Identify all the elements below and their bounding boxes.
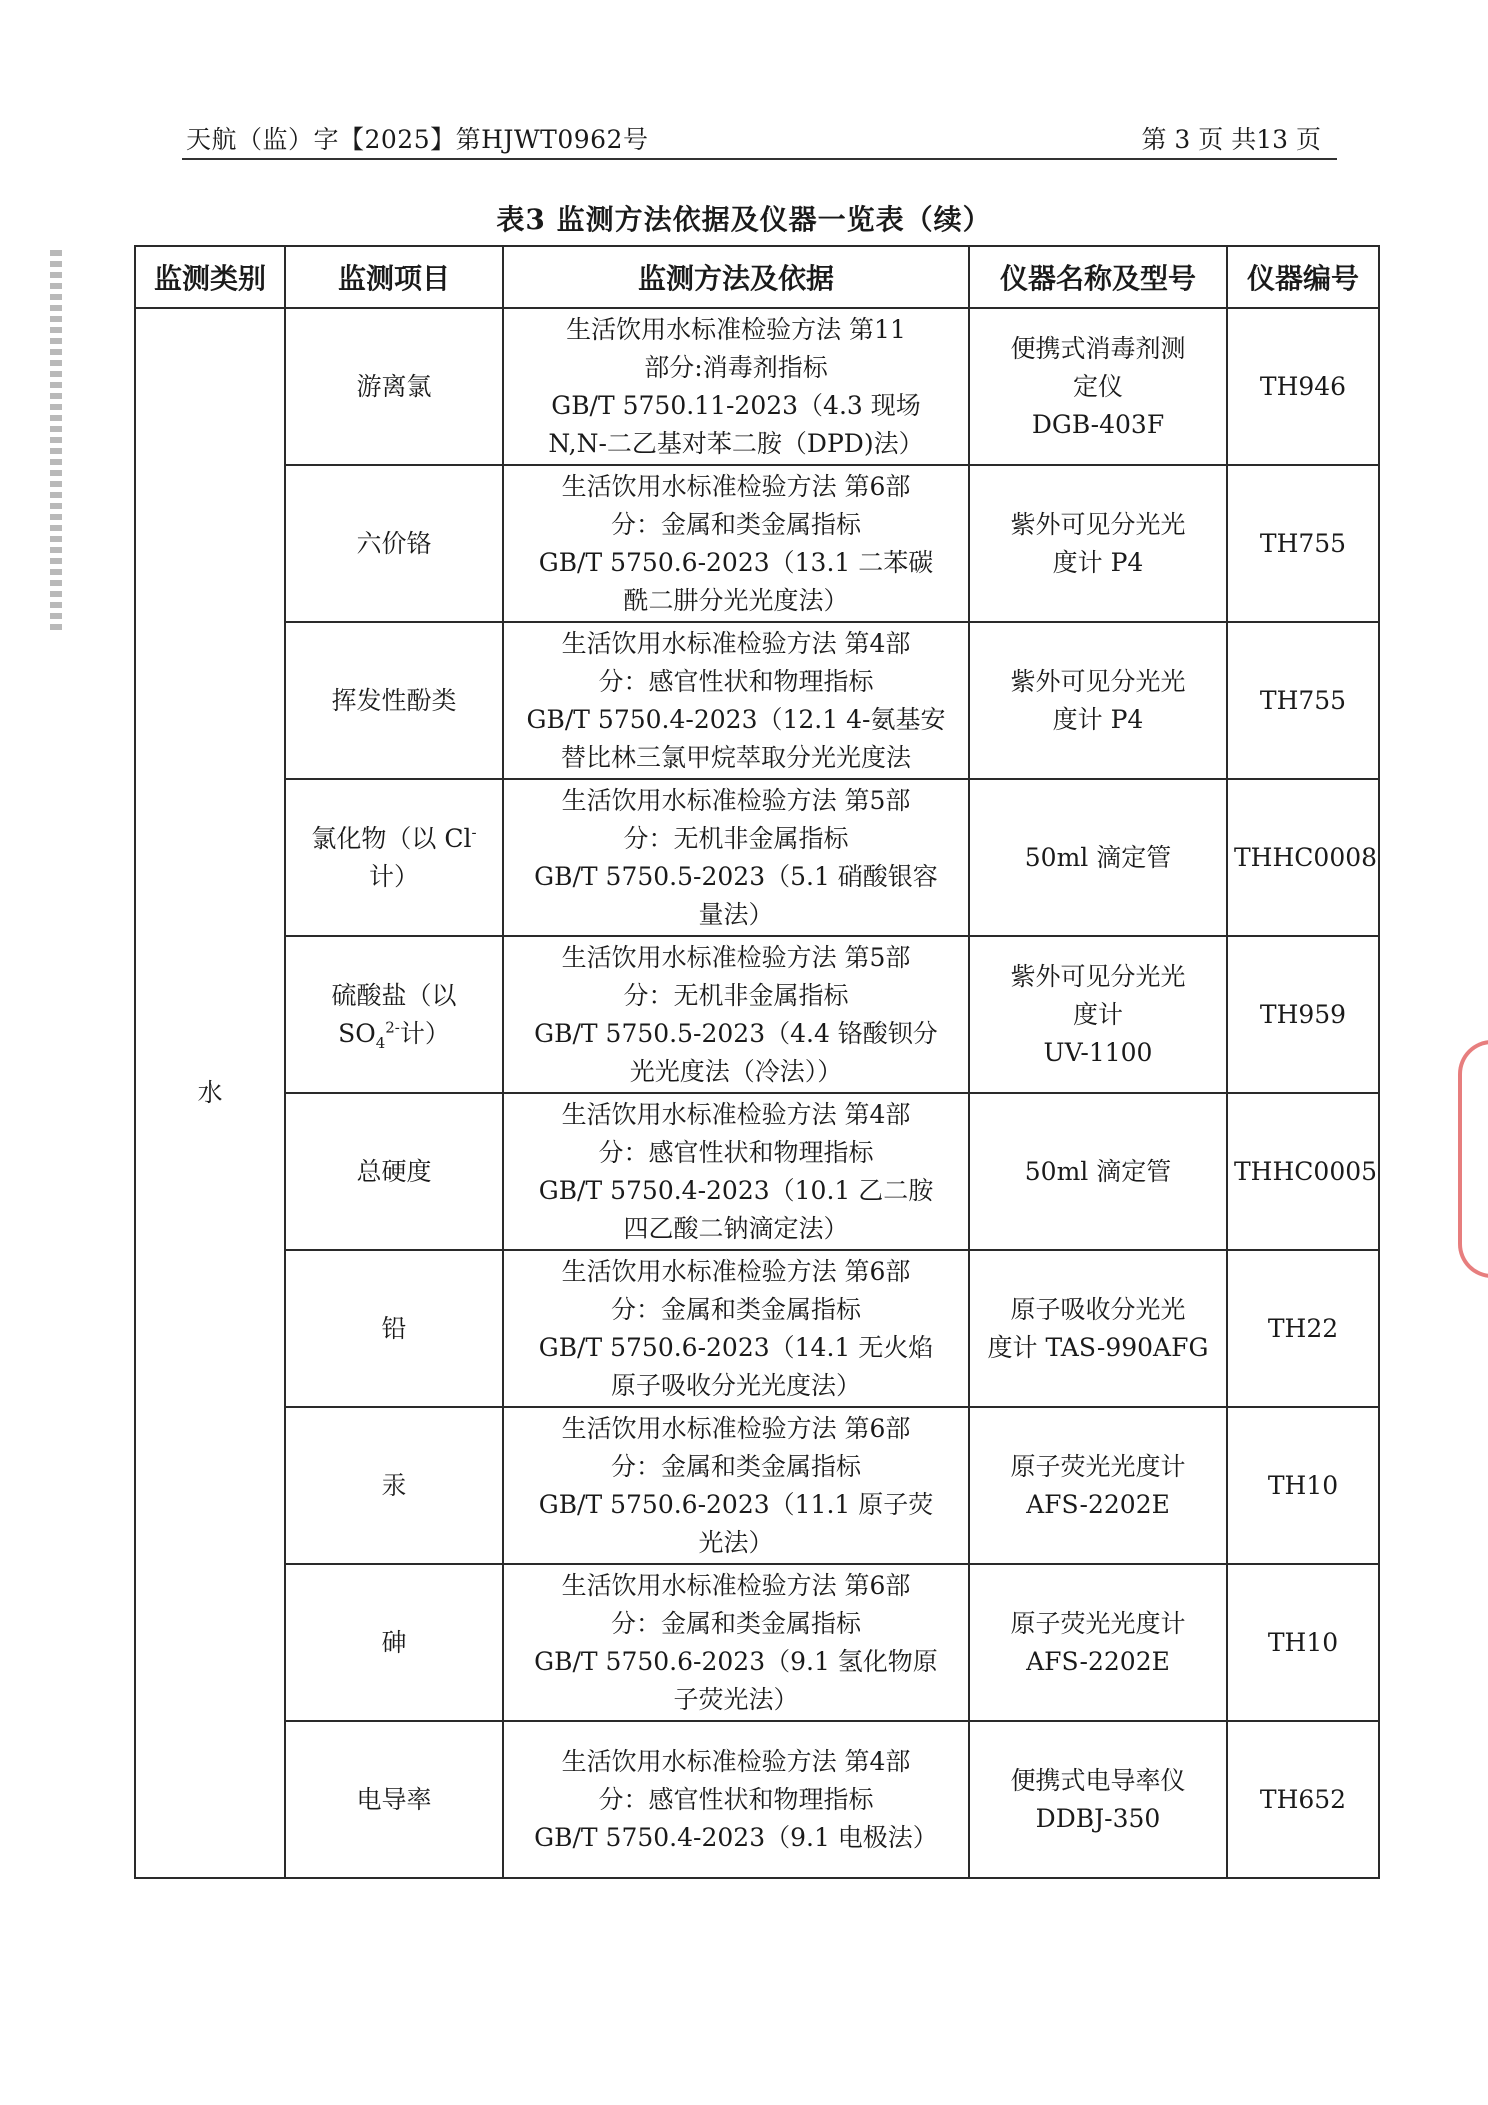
item-cell: 挥发性酚类	[285, 622, 503, 779]
code-cell: TH946	[1227, 308, 1379, 465]
code-cell: TH10	[1227, 1564, 1379, 1721]
red-seal-stamp	[1458, 1040, 1488, 1278]
code-cell: TH959	[1227, 936, 1379, 1093]
binding-edge-marks	[50, 250, 62, 630]
item-cell: 铅	[285, 1250, 503, 1407]
column-header-item: 监测项目	[285, 246, 503, 308]
table-row	[135, 622, 1379, 779]
instrument-cell: 紫外可见分光光 度计 UV-1100	[969, 936, 1227, 1093]
method-cell: 生活饮用水标准检验方法 第6部 分：金属和类金属指标 GB/T 5750.6-2023（13.1 二苯碳 酰二肼分光光度法）	[503, 465, 969, 622]
table-row	[135, 465, 1379, 622]
table-title: 表3 监测方法依据及仪器一览表（续）	[496, 203, 992, 236]
method-cell: 生活饮用水标准检验方法 第6部 分：金属和类金属指标 GB/T 5750.6-2023（11.1 原子荧 光法）	[503, 1407, 969, 1564]
instrument-cell: 原子荧光光度计 AFS-2202E	[969, 1407, 1227, 1564]
table-row	[135, 936, 1379, 1093]
item-cell: 氯化物（以 Cl- 计）	[285, 779, 503, 936]
method-cell: 生活饮用水标准检验方法 第4部 分：感官性状和物理指标 GB/T 5750.4-2023（10.1 乙二胺 四乙酸二钠滴定法）	[503, 1093, 969, 1250]
column-header-method: 监测方法及依据	[503, 246, 969, 308]
table-row	[135, 308, 1379, 465]
instrument-cell: 50ml 滴定管	[969, 1093, 1227, 1250]
instrument-cell: 便携式消毒剂测 定仪 DGB-403F	[969, 308, 1227, 465]
item-cell: 总硬度	[285, 1093, 503, 1250]
column-header-instrument: 仪器名称及型号	[969, 246, 1227, 308]
page-number: 第 3 页 共13 页	[1141, 125, 1321, 154]
category-cell: 水	[135, 308, 285, 1878]
table-header-row	[135, 246, 1379, 308]
instrument-cell: 紫外可见分光光 度计 P4	[969, 465, 1227, 622]
column-header-code: 仪器编号	[1227, 246, 1379, 308]
item-cell: 汞	[285, 1407, 503, 1564]
code-cell: TH652	[1227, 1721, 1379, 1878]
instrument-cell: 原子吸收分光光 度计 TAS-990AFG	[969, 1250, 1227, 1407]
table-row	[135, 1564, 1379, 1721]
method-cell: 生活饮用水标准检验方法 第4部 分：感官性状和物理指标 GB/T 5750.4-2023（9.1 电极法）	[503, 1721, 969, 1878]
document-number: 天航（监）字【2025】第HJWT0962号	[186, 125, 649, 154]
method-cell: 生活饮用水标准检验方法 第5部 分：无机非金属指标 GB/T 5750.5-2023（4.4 铬酸钡分 光光度法（冷法））	[503, 936, 969, 1093]
code-cell: TH10	[1227, 1407, 1379, 1564]
monitoring-methods-table	[134, 245, 1380, 1879]
method-cell: 生活饮用水标准检验方法 第6部 分：金属和类金属指标 GB/T 5750.6-2023（14.1 无火焰 原子吸收分光光度法）	[503, 1250, 969, 1407]
column-header-category: 监测类别	[135, 246, 285, 308]
item-cell: 硫酸盐（以 $SO_4^{2-}$计）	[285, 936, 503, 1093]
method-cell: 生活饮用水标准检验方法 第6部 分：金属和类金属指标 GB/T 5750.6-2023（9.1 氢化物原 子荧光法）	[503, 1564, 969, 1721]
code-cell: TH755	[1227, 622, 1379, 779]
item-cell: 电导率	[285, 1721, 503, 1878]
code-cell: THHC0008	[1227, 779, 1379, 936]
table-row	[135, 779, 1379, 936]
code-cell: TH755	[1227, 465, 1379, 622]
instrument-cell: 紫外可见分光光 度计 P4	[969, 622, 1227, 779]
table-row	[135, 1250, 1379, 1407]
table-row	[135, 1093, 1379, 1250]
instrument-cell: 便携式电导率仪 DDBJ-350	[969, 1721, 1227, 1878]
item-cell: 游离氯	[285, 308, 503, 465]
page-header	[182, 118, 1337, 160]
item-cell: 砷	[285, 1564, 503, 1721]
code-cell: TH22	[1227, 1250, 1379, 1407]
instrument-cell: 50ml 滴定管	[969, 779, 1227, 936]
table-row	[135, 1407, 1379, 1564]
method-cell: 生活饮用水标准检验方法 第4部 分：感官性状和物理指标 GB/T 5750.4-2023（12.1 4-氨基安 替比林三氯甲烷萃取分光光度法	[503, 622, 969, 779]
method-cell: 生活饮用水标准检验方法 第11 部分:消毒剂指标 GB/T 5750.11-2023（4.3 现场 N,N-二乙基对苯二胺（DPD)法）	[503, 308, 969, 465]
instrument-cell: 原子荧光光度计 AFS-2202E	[969, 1564, 1227, 1721]
table-row	[135, 1721, 1379, 1878]
code-cell: THHC0005	[1227, 1093, 1379, 1250]
item-cell: 六价铬	[285, 465, 503, 622]
method-cell: 生活饮用水标准检验方法 第5部 分：无机非金属指标 GB/T 5750.5-2023（5.1 硝酸银容 量法）	[503, 779, 969, 936]
